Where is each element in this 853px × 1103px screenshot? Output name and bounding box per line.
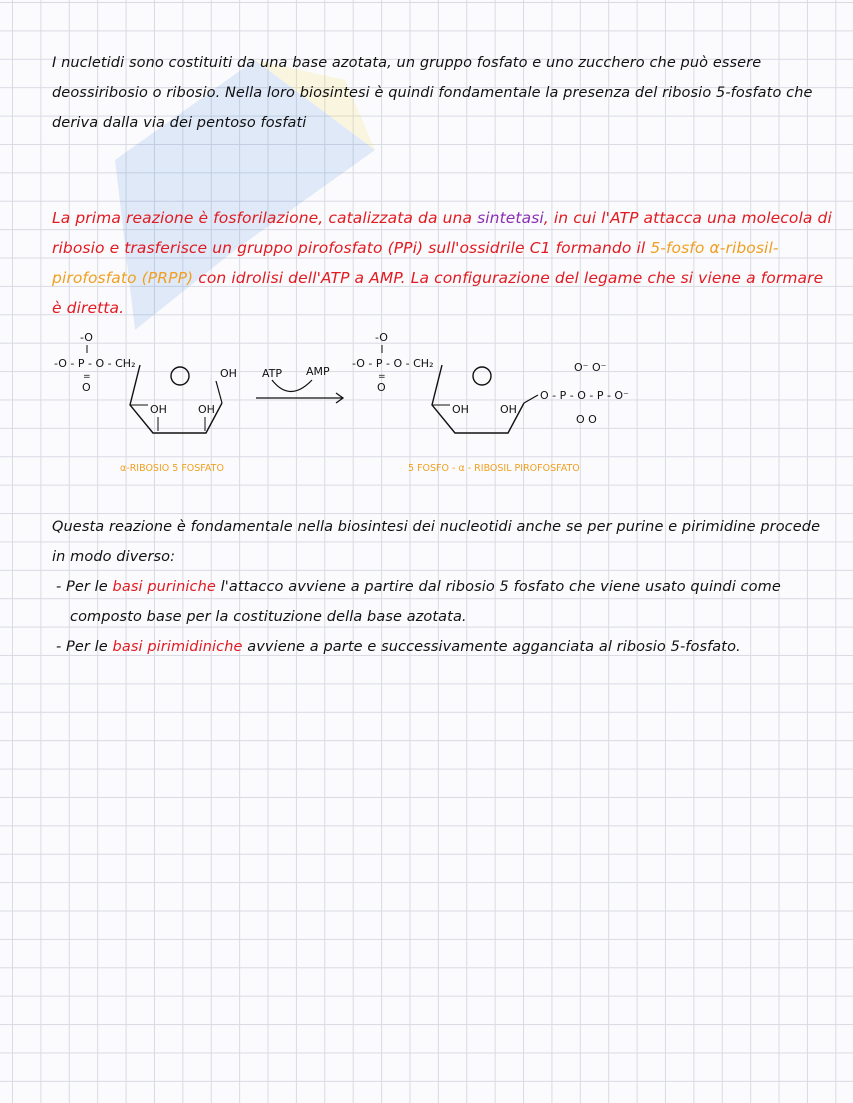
purine-bullet-text: l'attacco avviene a partire dal ribosio 5 fosfato che viene usato quindi come composto base per la costituzione della base azotata.	[70, 579, 781, 625]
reaction-text-1: La prima reazione è fosforilazione, catalizzata da una	[52, 209, 478, 227]
reaction-text-3: con idrolisi dell'ATP a AMP. La configurazione del legame che si viene a formare è diretta.	[52, 269, 824, 317]
left-phosphate-group: -O - P - O - CH₂	[54, 357, 136, 370]
right-phosphate-o-double: O	[377, 381, 386, 394]
left-molecule-label: α-RIBOSIO 5 FOSFATO	[120, 463, 224, 474]
right-phosphate-group: -O - P - O - CH₂	[352, 357, 434, 370]
pyrimidine-bullet-text: avviene a parte e successivamente agganciata al ribosio 5-fosfato.	[242, 639, 741, 655]
enzyme-name: sintetasi	[477, 209, 544, 227]
left-oh-ring: OH	[220, 367, 237, 380]
arrow-atp: ATP	[262, 367, 283, 380]
purine-keyword: basi puriniche	[112, 579, 216, 595]
right-ribose-ring	[432, 365, 524, 433]
pyrimidine-bullet	[52, 632, 837, 662]
arrow-amp: AMP	[306, 365, 330, 378]
purine-bullet-pre: - Per le	[56, 579, 113, 595]
left-phosphate-o-top: -O	[80, 331, 93, 344]
purine-bullet	[52, 572, 837, 632]
reaction-paragraph	[52, 203, 837, 323]
pyrimidine-keyword: basi pirimidiniche	[112, 639, 243, 655]
pathways-paragraph	[52, 512, 837, 662]
right-molecule-label: 5 FOSFO - α - RIBOSIL PIROFOSFATO	[408, 463, 580, 474]
pyrophosphate-top: O⁻ O⁻	[574, 361, 607, 374]
reaction-scheme	[50, 325, 690, 485]
left-oh-2: OH	[198, 403, 215, 416]
svg-text:=: =	[83, 372, 91, 382]
right-oh-1: OH	[452, 403, 469, 416]
pathways-intro: Questa reazione è fondamentale nella biosintesi dei nucleotidi anche se per purine e pirimidine procede in modo diverso:	[52, 519, 821, 565]
pyrimidine-bullet-pre: - Per le	[56, 639, 113, 655]
right-oh-2: OH	[500, 403, 517, 416]
right-phosphate-o-top: -O	[375, 331, 388, 344]
left-phosphate-o-double: O	[82, 381, 91, 394]
left-oh-1: OH	[150, 403, 167, 416]
svg-text:=: =	[378, 372, 386, 382]
pyrophosphate-chain: O - P - O - P - O⁻	[540, 389, 629, 402]
prpp-name: 5-fosfo α-ribosil-pirofosfato (PRPP)	[52, 239, 779, 287]
pyrophosphate-bottom: O O	[576, 413, 597, 426]
left-ribose-ring	[130, 365, 222, 433]
reaction-text-2: , in cui l'ATP attacca una molecola di ribosio e trasferisce un gruppo pirofosfato (PPi) sull'ossidrile C1 formando il	[52, 209, 832, 257]
intro-paragraph: I nucletidi sono costituiti da una base azotata, un gruppo fosfato e uno zucchero che può essere deossiribosio o ribosio. Nella loro biosintesi è quindi fondamentale la presenza del ribosio 5-fosfato che deriva dalla via dei pentoso fosfati	[52, 55, 813, 131]
